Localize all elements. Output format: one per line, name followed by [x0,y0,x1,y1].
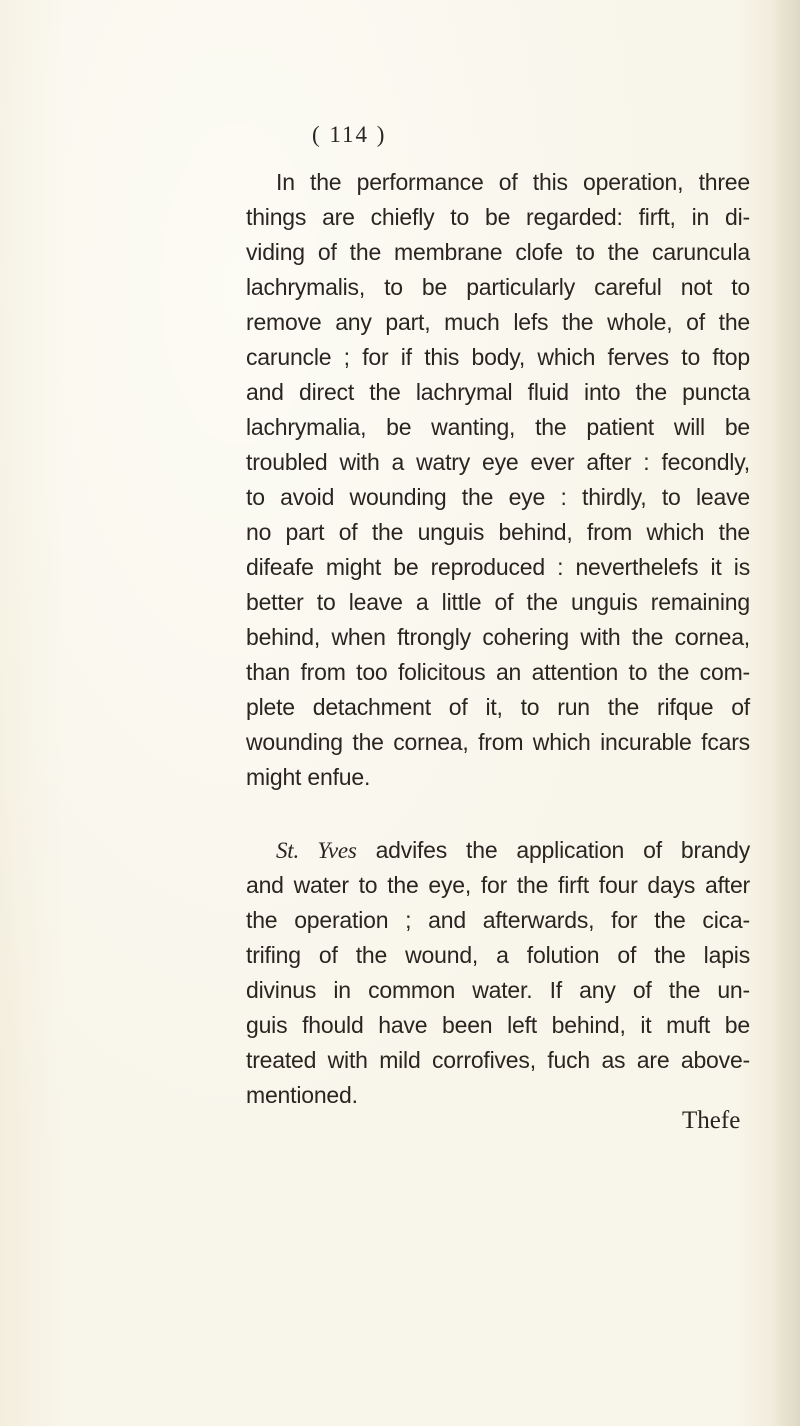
text-line [276,834,750,866]
page-edge-shadow [770,0,800,1426]
text-fragment: advifes the application of brandy [356,837,750,863]
text-line: remove any part, much lefs the whole, of the [246,309,750,335]
text-line: and direct the lachrymal fluid into the puncta [246,379,750,405]
text-line: viding of the membrane clofe to the caruncula [246,239,750,265]
catchword: Thefe [682,1107,741,1134]
text-line: troubled with a watry eye ever after : fecondly, [246,449,750,475]
text-line: than from too folicitous an attention to the com- [246,659,750,685]
text-line: things are chiefly to be regarded: firft, in di- [246,204,750,230]
person-name: St. Yves [276,838,357,863]
text-line: to avoid wounding the eye : thirdly, to leave [246,484,750,510]
text-line: and water to the eye, for the firft four days after [246,872,750,898]
text-line: plete detachment of it, to run the rifque of [246,694,750,720]
text-line: might enfue. [246,764,371,790]
text-line: caruncle ; for if this body, which ferves to ftop [246,344,750,370]
text-line: mentioned. [246,1082,358,1108]
text-line: lachrymalis, to be particularly careful not to [246,274,750,300]
text-line: treated with mild corrofives, fuch as are above- [246,1047,750,1073]
text-line: better to leave a little of the unguis remaining [246,589,750,615]
page-number-header: ( 114 ) [312,122,387,147]
text-line: behind, when ftrongly cohering with the cornea, [246,624,750,650]
text-line: wounding the cornea, from which incurable fcars [246,729,750,755]
text-line: lachrymalia, be wanting, the patient will be [246,414,750,440]
text-line: In the performance of this operation, three [276,169,750,195]
text-line: difeafe might be reproduced : neverthelefs it is [246,554,750,580]
text-line: guis fhould have been left behind, it muft be [246,1012,750,1038]
text-line: divinus in common water. If any of the un- [246,977,750,1003]
text-line: no part of the unguis behind, from which the [246,519,750,545]
text-line: the operation ; and afterwards, for the cica- [246,907,750,933]
text-line: trifing of the wound, a folution of the lapis [246,942,750,968]
